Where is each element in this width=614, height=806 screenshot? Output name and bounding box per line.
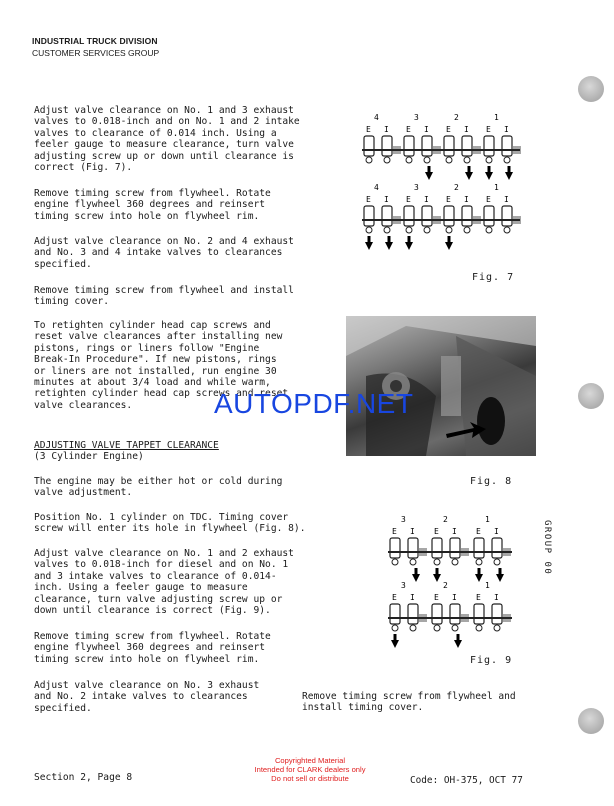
arrow-up-icon — [433, 568, 441, 582]
arrow-up-icon — [475, 568, 483, 582]
rocker-arm — [444, 206, 454, 226]
valve-letter: I — [384, 125, 389, 134]
arrow-up-icon — [385, 236, 393, 250]
rocker-arm — [390, 604, 400, 624]
paragraph-adjust-3-exhaust: Adjust valve clearance on No. 3 exhaust and No. 2 intake valves to clearances specified. — [34, 680, 260, 714]
adjusting-screw — [476, 559, 482, 565]
valve-letter: E — [446, 195, 451, 204]
rocker-arm — [422, 136, 432, 156]
adjusting-screw — [366, 227, 372, 233]
binder-hole-middle — [578, 383, 604, 409]
fig9-diagram-bottom — [388, 581, 512, 648]
adjusting-screw — [446, 227, 452, 233]
rocker-arm — [462, 136, 472, 156]
arrow-up-icon — [365, 236, 373, 250]
fig7-diagram-bottom — [362, 183, 520, 250]
adjusting-screw — [410, 625, 416, 631]
valve-letter: E — [392, 527, 397, 536]
valve-letter: E — [366, 125, 371, 134]
valve-letter: E — [366, 195, 371, 204]
valve-letter: I — [464, 195, 469, 204]
valve-letter: I — [504, 195, 509, 204]
arrow-up-icon — [465, 166, 473, 180]
adjusting-screw — [446, 157, 452, 163]
paragraph-tdc: Position No. 1 cylinder on TDC. Timing cover screw will enter its hole in flywheel (Fig. 8). — [34, 512, 306, 535]
footer-code: Code: OH-375, OCT 77 — [410, 775, 523, 786]
adjusting-screw — [406, 227, 412, 233]
division-name: INDUSTRIAL TRUCK DIVISION — [32, 36, 158, 46]
rocker-arm — [462, 206, 472, 226]
rocker-arm — [432, 604, 442, 624]
rocker-arm — [450, 604, 460, 624]
adjusting-screw — [384, 227, 390, 233]
rocker-arm — [492, 604, 502, 624]
rocker-arm — [382, 136, 392, 156]
valve-letter: E — [476, 593, 481, 602]
section-heading: ADJUSTING VALVE TAPPET CLEARANCE (3 Cylinder Engine) — [34, 440, 219, 463]
arrow-up-icon — [412, 568, 420, 582]
cylinder-number: 2 — [443, 581, 448, 590]
valve-letter: E — [476, 527, 481, 536]
valve-letter: I — [494, 527, 499, 536]
adjusting-screw — [434, 559, 440, 565]
valve-letter: I — [452, 527, 457, 536]
cylinder-number: 1 — [494, 113, 499, 122]
valve-letter: I — [384, 195, 389, 204]
rocker-arm — [390, 538, 400, 558]
adjusting-screw — [424, 227, 430, 233]
fig7-diagram-top — [362, 113, 520, 180]
cylinder-number: 2 — [454, 113, 459, 122]
rocker-arm — [484, 136, 494, 156]
figure-8-photo — [346, 316, 536, 456]
rocker-arm — [364, 206, 374, 226]
arrow-up-icon — [485, 166, 493, 180]
adjusting-screw — [504, 157, 510, 163]
adjusting-screw — [504, 227, 510, 233]
paragraph-adjust-1-3: Adjust valve clearance on No. 1 and 3 exhaust valves to 0.018-inch and on No. 1 and 2 intake valves to clearance of 0.014 inch. Using a feeler gauge to measure clearance, turn valve adjusting screw up or down until clearance is correct (Fig. 7). — [34, 105, 300, 174]
rocker-arm — [408, 538, 418, 558]
adjusting-screw — [424, 157, 430, 163]
fig9-label: Fig. 9 — [470, 655, 513, 666]
rocker-arm — [404, 206, 414, 226]
paragraph-hot-cold: The engine may be either hot or cold during valve adjustment. — [34, 476, 283, 499]
valve-letter: E — [434, 527, 439, 536]
arrow-up-icon — [405, 236, 413, 250]
adjusting-screw — [410, 559, 416, 565]
binder-hole-top — [578, 76, 604, 102]
adjusting-screw — [464, 227, 470, 233]
valve-letter: E — [434, 593, 439, 602]
cylinder-number: 4 — [374, 183, 379, 192]
rocker-arm — [422, 206, 432, 226]
adjusting-screw — [494, 625, 500, 631]
watermark: AUTOPDF.NET — [214, 388, 414, 419]
rocker-arm — [492, 538, 502, 558]
valve-letter: I — [424, 195, 429, 204]
arrow-up-icon — [445, 236, 453, 250]
valve-letter: I — [452, 593, 457, 602]
arrow-up-icon — [454, 634, 462, 648]
arrow-up-icon — [496, 568, 504, 582]
adjusting-screw — [366, 157, 372, 163]
rocker-arm — [432, 538, 442, 558]
paragraph-install-cover-2: Remove timing screw from flywheel and install timing cover. — [302, 691, 516, 714]
valve-letter: I — [424, 125, 429, 134]
arrow-up-icon — [425, 166, 433, 180]
valve-letter: I — [410, 527, 415, 536]
group-label: GROUP 00 — [542, 520, 552, 576]
valve-letter: I — [464, 125, 469, 134]
adjusting-screw — [406, 157, 412, 163]
valve-letter: E — [446, 125, 451, 134]
adjusting-screw — [452, 559, 458, 565]
valve-letter: I — [504, 125, 509, 134]
paragraph-install-cover-1: Remove timing screw from flywheel and install timing cover. — [34, 285, 294, 308]
adjusting-screw — [464, 157, 470, 163]
paragraph-remove-screw-2: Remove timing screw from flywheel. Rotate engine flywheel 360 degrees and reinsert timing screw into hole on flywheel rim. — [34, 631, 271, 665]
figure-7-diagram — [356, 110, 532, 260]
rocker-arm — [474, 604, 484, 624]
valve-letter: E — [486, 125, 491, 134]
cylinder-number: 2 — [454, 183, 459, 192]
fig9-diagram-top — [388, 515, 512, 582]
group-name: CUSTOMER SERVICES GROUP — [32, 48, 160, 58]
valve-letter: E — [406, 195, 411, 204]
cylinder-number: 4 — [374, 113, 379, 122]
engine-photo-art — [346, 316, 536, 456]
cylinder-number: 1 — [485, 581, 490, 590]
fig8-label: Fig. 8 — [470, 476, 513, 487]
valve-letter: E — [406, 125, 411, 134]
rocker-arm — [444, 136, 454, 156]
cylinder-number: 1 — [494, 183, 499, 192]
cylinder-number: 3 — [414, 113, 419, 122]
adjusting-screw — [392, 625, 398, 631]
section-subheading: (3 Cylinder Engine) — [34, 451, 144, 463]
copyright-notice: Copyrighted Material Intended for CLARK dealers only Do not sell or distribute — [254, 756, 366, 783]
arrow-up-icon — [391, 634, 399, 648]
adjusting-screw — [494, 559, 500, 565]
cylinder-number: 3 — [401, 581, 406, 590]
adjusting-screw — [452, 625, 458, 631]
adjusting-screw — [486, 227, 492, 233]
adjusting-screw — [392, 559, 398, 565]
rocker-arm — [364, 136, 374, 156]
adjusting-screw — [384, 157, 390, 163]
rocker-arm — [502, 136, 512, 156]
rocker-arm — [502, 206, 512, 226]
binder-hole-bottom — [578, 708, 604, 734]
valve-letter: I — [494, 593, 499, 602]
rocker-arm — [474, 538, 484, 558]
footer-page-ref: Section 2, Page 8 — [34, 772, 133, 783]
paragraph-remove-screw-1: Remove timing screw from flywheel. Rotate engine flywheel 360 degrees and reinsert timing screw into hole on flywheel rim. — [34, 188, 271, 222]
valve-letter: E — [486, 195, 491, 204]
figure-9-diagram — [382, 512, 522, 652]
cylinder-number: 1 — [485, 515, 490, 524]
rocker-arm — [484, 206, 494, 226]
paragraph-adjust-2-4: Adjust valve clearance on No. 2 and 4 exhaust and No. 3 and 4 intake valves to clearances specified. — [34, 236, 294, 270]
cylinder-number: 3 — [414, 183, 419, 192]
paragraph-retighten: To retighten cylinder head cap screws and reset valve clearances after installing new pistons, rings or liners follow "Engine Break-In Procedure". If new pistons, rings or liners are not installed, run engine 30 minutes at about 3/4 load and while warm, retighten cylinder head cap screws and reset valve clearances. — [34, 320, 289, 411]
valve-letter: I — [410, 593, 415, 602]
rocker-arm — [408, 604, 418, 624]
valve-letter: E — [392, 593, 397, 602]
paragraph-adjust-3cyl: Adjust valve clearance on No. 1 and 2 exhaust valves to 0.018-inch for diesel and on No. 1 and 3 intake valves to clearance of 0.014- inch. Using a feeler gauge to measure clearance, turn valve adjusting screw up or down until clearance is correct (Fig. 9). — [34, 548, 294, 617]
cylinder-number: 2 — [443, 515, 448, 524]
arrow-up-icon — [505, 166, 513, 180]
adjusting-screw — [434, 625, 440, 631]
fig7-label: Fig. 7 — [472, 272, 515, 283]
document-header — [32, 36, 159, 58]
rocker-arm — [450, 538, 460, 558]
adjusting-screw — [486, 157, 492, 163]
rocker-arm — [382, 206, 392, 226]
rocker-arm — [404, 136, 414, 156]
adjusting-screw — [476, 625, 482, 631]
cylinder-number: 3 — [401, 515, 406, 524]
